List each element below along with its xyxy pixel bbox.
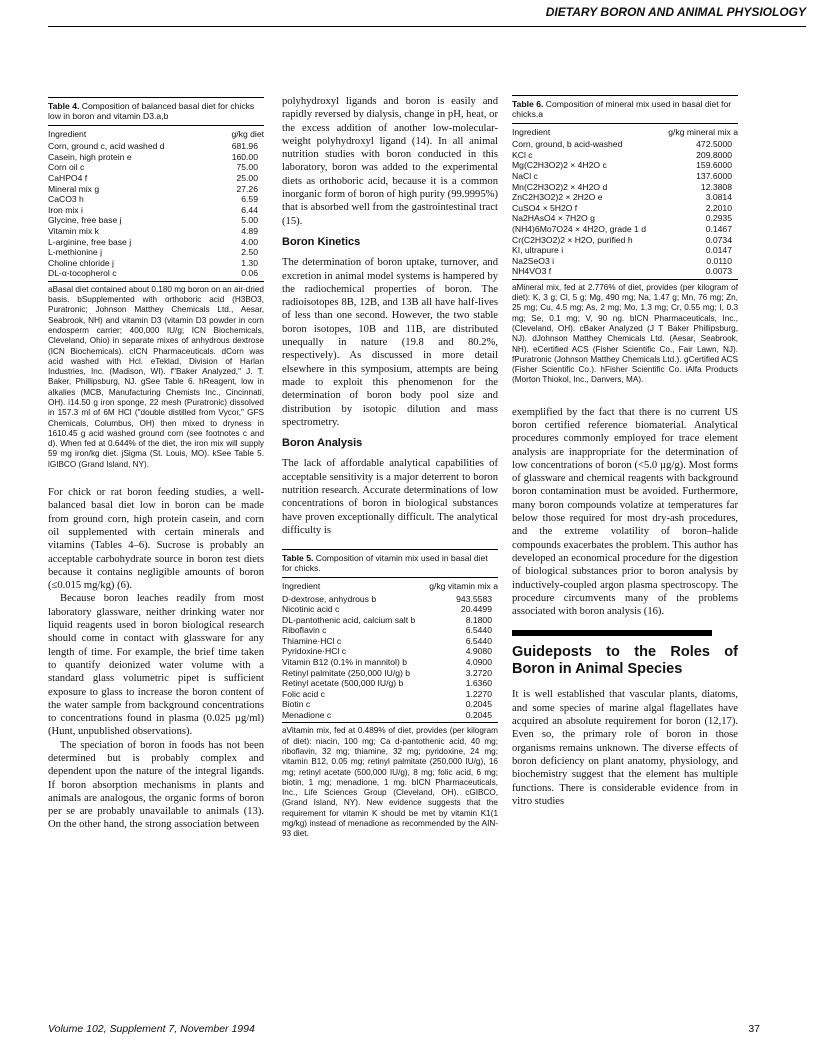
table-row: [282, 636, 498, 647]
section-bar: [512, 630, 712, 636]
table-row: [512, 203, 738, 214]
table-row: [282, 646, 498, 657]
cell-value: 160.00: [231, 151, 258, 162]
running-header: DIETARY BORON AND ANIMAL PHYSIOLOGY: [545, 5, 806, 19]
table-4-caption: Composition of balanced basal diet for chicks low in boron and vitamin D3.a,b: [48, 101, 255, 121]
cell-ingredient: Menadione c: [282, 710, 332, 721]
table-row: [512, 150, 738, 161]
paragraph: exemplified by the fact that there is no current US boron certified reference biomaterial. Analytical procedures commonly employed for trace element analysis are inappropriate for the determination of low concentrations of boron (<5.0 µg/g). Most forms of glassware and chemical reagents with background boron contamination must be avoided. Furthermore, many boron compounds volatize at temperatures far below those required for most dry-ash procedures, and the extreme volatility of boron–halide compounds exacerbates the problem. This author has developed an economical procedure for the digestion of biological substances prior to boron analysis by inductively-coupled argon plasma spectroscopy. The procedure circumvents many of the problems associated with boron analysis (16).: [512, 406, 738, 618]
table-5-body: [282, 593, 498, 720]
header-rule: [48, 26, 806, 27]
table-row: [512, 139, 738, 150]
cell-ingredient: Mg(C2H3O2)2 × 4H2O c: [512, 160, 607, 171]
table-4-footnotes: aBasal diet contained about 0.180 mg boron on an air-dried basis. bSupplemented with orthoboric acid (H3BO3, Puratronic; Johnson Matthey Chemicals Ltd., Aesar, Seabrook, NH) and vitamin D3 (vitamin D3 powder in corn endosperm carrier; 400,000 IU/g; ICN Biochemicals, Cleveland, Ohio) in separate mixes of anhydrous dextrose (ICN Biochemicals). cICN Pharmaceuticals. dCorn was acid washed with Hcl. eTeklad, Division of Harlan Industries, Inc. (Madison, WI). f"Baker Analyzed," J. T. Baker, Phillipsburg, NJ. gSee Table 6. hReagent, low in alkalies (MCB, Manufacturing Chemists Inc., Cincinnati, OH). i14.50 g iron sponge, 22 mesh (Puratronic) dissolved in 157.3 ml of 6M HCl ("double distilled from Vycor," GFS Chemicals, Columbus, OH) then mixed to dryness in 1610.45 g acid washed ground corn (see footnotes c and d). When fed at 0.644% of the diet, the iron mix will supply 59 mg iron/kg diet. jSigma (St. Louis, MO). kSee Table 5. lGIBCO (Grand Island, NY).: [48, 284, 264, 469]
table-4-col-value: g/kg diet: [231, 129, 264, 139]
table-row: [512, 224, 738, 235]
cell-value: 0.1467: [705, 224, 732, 235]
table-row: [48, 205, 264, 216]
cell-ingredient: Casein, high protein e: [48, 151, 132, 162]
table-row: [48, 215, 264, 226]
table-row: [512, 234, 738, 245]
table-row: [282, 689, 498, 700]
cell-ingredient: NaCl c: [512, 171, 538, 182]
cell-ingredient: L-methionine j: [48, 247, 102, 258]
cell-value: 0.2935: [705, 213, 732, 224]
cell-ingredient: Vitamin mix k: [48, 226, 99, 237]
paragraph: polyhydroxyl ligands and boron is easily and rapidly reversed by dialysis, change in pH, heat, or the excess addition of another low-molecular-weight polyhydroxyl ligand (14). In all animal nutrition studies with boron conducted in this laboratory, boron was added to the experimental diets as orthoboric acid, because it is a common inorganic form of boron of high purity (99.9995%) that is absorbed well from the gastrointestinal tract (15).: [282, 96, 498, 227]
cell-value: 209.8000: [696, 149, 732, 160]
paragraph: It is well established that vascular plants, diatoms, and some species of marine algal flagellates have acquired an absolute requirement for boron (12,17). Even so, the primary role of boron in those organisms remains unknown. The diverse effects of boron deficiency on plant anatomy, physiology, and biochemistry suggest that the element has multiple functions. There is considerable evidence from in vitro studies: [512, 689, 738, 807]
cell-ingredient: Iron mix i: [48, 204, 83, 215]
cell-value: 25.00: [236, 173, 258, 184]
cell-ingredient: Thiamine·HCl c: [282, 635, 342, 646]
cell-value: 2.2010: [705, 202, 732, 213]
table-row: [48, 258, 264, 269]
cell-value: 1.6360: [465, 678, 492, 689]
cell-value: 1.2270: [465, 688, 492, 699]
table-row: [512, 171, 738, 182]
paragraph: Because boron leaches readily from most laboratory glassware, neither drinking water nor liquid reagents used in boron biological research should come in contact with glassware for any length of time. For example, the brief time taken to quantify deionized water volume with a standard glass volumetric pipet is sufficient exposure to glass to increase the boron content of the water sample from background concentrations to concentrations found in plasma (0.025 µg/ml) (Hunt, unpublished observations).: [48, 593, 264, 738]
cell-ingredient: Corn, ground, b acid-washed: [512, 139, 623, 150]
cell-ingredient: Corn oil c: [48, 162, 85, 173]
table-row: [48, 152, 264, 163]
table-row: [282, 657, 498, 668]
cell-ingredient: Na2HAsO4 × 7H2O g: [512, 213, 595, 224]
table-6-label: Table 6.: [512, 99, 544, 109]
cell-ingredient: Mn(C2H3O2)2 × 4H2O d: [512, 181, 608, 192]
cell-value: 4.89: [241, 226, 258, 237]
cell-value: 0.06: [241, 268, 258, 279]
cell-value: 6.44: [241, 204, 258, 215]
cell-value: 472.5000: [696, 139, 732, 150]
cell-ingredient: Vitamin B12 (0.1% in mannitol) b: [282, 657, 407, 668]
cell-ingredient: Glycine, free base j: [48, 215, 122, 226]
cell-value: 0.0110: [706, 255, 732, 266]
paragraph: The determination of boron uptake, turnover, and excretion in animal model systems is hampered by the radiochemical properties of boron. The radioisotopes 8B, 12B, and 13B all have half-lives of less than one second. However, the two stable boron isotopes, 10B and 11B, are distributed unequally in nature (19.8 and 80.2%, respectively). As discussed in more detail elsewhere in this symposium, attempts are being made to exploit this phenomenon for the determination of boron body pool size and distribution by isotopic dilution and mass spectrometry.: [282, 257, 498, 428]
cell-ingredient: Choline chloride j: [48, 257, 114, 268]
table-5-col-ingredient: Ingredient: [282, 581, 321, 592]
cell-ingredient: Pyridoxine·HCl c: [282, 646, 346, 657]
cell-ingredient: KCl c: [512, 149, 533, 160]
footer-issue: Volume 102, Supplement 7, November 1994: [48, 1023, 255, 1035]
cell-ingredient: Corn, ground c, acid washed d: [48, 141, 165, 152]
table-5-footnotes: aVitamin mix, fed at 0.489% of diet, provides (per kilogram of diet): niacin, 100 mg; Ca d-pantothenic acid, 40 mg; riboflavin, 32 mg; thiamine, 32 mg; pyridoxine, 24 mg; vitamin B12, 0.05 mg; retinyl palmitate (250,000 IU/g), 16 mg; retinyl acetate (500,000 IU/g), 8 mg; folic acid, 6 mg; biotin, 1 mg; menadione, 1 mg. bICN Pharmaceuticals, Inc., Life Sciences Group (Cleveland, OH). cGIBCO, (Grand Island, NY). New evidence suggests that the requirement for vitamin K should be met by vitamin K1(1 mg/kg) instead of menadione as recommended by the AIN-93 diet.: [282, 726, 498, 839]
table-row: [48, 194, 264, 205]
cell-value: 6.59: [241, 194, 258, 205]
paragraph: The speciation of boron in foods has not been determined but is probably complex and dependent upon the nature of the integral ligands. If boron absorption mechanisms in plants and animals are analogous, the organic forms of boron per se are probably unavailable to animals (13). On the other hand, the strong association between: [48, 739, 264, 831]
cell-value: 20.4499: [460, 604, 492, 615]
table-5-col-value: g/kg vitamin mix a: [429, 581, 498, 592]
cell-ingredient: Mineral mix g: [48, 183, 100, 194]
cell-value: 6.5440: [465, 635, 492, 646]
cell-value: 4.9080: [465, 646, 492, 657]
cell-value: 0.0147: [705, 245, 732, 256]
column-3: [512, 95, 738, 808]
cell-value: 943.5583: [456, 593, 492, 604]
cell-ingredient: (NH4)6Mo7O24 × 4H2O, grade 1 d: [512, 224, 646, 235]
table-row: [512, 256, 738, 267]
table-row: [282, 614, 498, 625]
cell-ingredient: Retinyl palmitate (250,000 IU/g) b: [282, 667, 411, 678]
cell-value: 0.2045: [465, 699, 492, 710]
table-row: [48, 268, 264, 279]
cell-value: 3.2720: [465, 667, 492, 678]
cell-value: 6.5440: [465, 625, 492, 636]
heading-boron-kinetics: Boron Kinetics: [282, 235, 361, 248]
cell-ingredient: CaCO3 h: [48, 194, 84, 205]
table-row: [48, 247, 264, 258]
cell-value: 681.96: [231, 141, 258, 152]
table-4-col-ingredient: Ingredient: [48, 129, 87, 139]
table-row: [282, 604, 498, 615]
cell-ingredient: Nicotinic acid c: [282, 604, 340, 615]
table-4-body: [48, 141, 264, 279]
table-6-col-value: g/kg mineral mix a: [668, 127, 738, 137]
cell-value: 0.0073: [705, 266, 732, 277]
cell-ingredient: Cr(C2H3O2)2 × H2O, purified h: [512, 234, 633, 245]
column-1-text: [48, 486, 264, 832]
table-row: [48, 226, 264, 237]
table-row: [282, 625, 498, 636]
cell-ingredient: KI, ultrapure i: [512, 245, 564, 256]
table-5-caption: Composition of vitamin mix used in basal diet for chicks.: [282, 553, 488, 574]
column-1: [48, 97, 264, 832]
cell-ingredient: Na2SeO3 i: [512, 255, 555, 266]
cell-value: 137.6000: [696, 171, 732, 182]
cell-ingredient: L-arginine, free base j: [48, 236, 132, 247]
table-5-label: Table 5.: [282, 553, 314, 564]
table-6-footnotes: aMineral mix, fed at 2.776% of diet, provides (per kilogram of diet): K, 3 g; Cl, 5 g; Mg, 490 mg; Na, 1.47 g; Mn, 76 mg; Zn, 25 mg; Cu, 4.5 mg; As, 2 mg; Mo, 1.3 mg; Cr, 0.55 mg; I, 0.3 mg; Se, 0.1 mg; V, 90 ng. bICN Pharmaceuticals, Inc., (Cleveland, OH). cBaker Analyzed (J T Baker Phillipsburg, NJ). dJohnson Matthey Chemicals Ltd. (Aesar, Seabrook, NH). eCertified ACS (Fisher Scientific Co., Fair Lawn, NJ). fPuratronic (Johnson Matthey Chemicals Ltd.). gCertified ACS (Fisher Scientific Co.). hFisher Scientific Co. iAlfa Products (Morton Thiokol, Inc., Danvers, MA).: [512, 282, 738, 385]
cell-ingredient: Retinyl acetate (500,000 IU/g) b: [282, 678, 404, 689]
cell-value: 12.3808: [700, 181, 732, 192]
table-row: [512, 245, 738, 256]
table-6-col-ingredient: Ingredient: [512, 127, 551, 137]
cell-value: 4.00: [241, 236, 258, 247]
cell-value: 75.00: [236, 162, 258, 173]
table-6-caption: Composition of mineral mix used in basal diet for chicks.a: [512, 99, 732, 119]
table-row: [282, 699, 498, 710]
cell-value: 1.30: [241, 257, 258, 268]
cell-ingredient: Riboflavin c: [282, 625, 327, 636]
table-row: [512, 192, 738, 203]
cell-value: 159.6000: [696, 160, 732, 171]
table-row: [512, 181, 738, 192]
cell-value: 5.00: [241, 215, 258, 226]
cell-value: 0.2045: [465, 710, 492, 721]
cell-ingredient: DL-pantothenic acid, calcium salt b: [282, 614, 416, 625]
table-row: [48, 162, 264, 173]
table-row: [512, 213, 738, 224]
heading-guideposts: Guideposts to the Roles of Boron in Animal Species: [512, 644, 738, 678]
cell-value: 2.50: [241, 247, 258, 258]
cell-ingredient: NH4VO3 f: [512, 266, 552, 277]
cell-ingredient: CaHPO4 f: [48, 173, 88, 184]
table-6-body: [512, 139, 738, 277]
column-2: [282, 95, 498, 840]
cell-ingredient: Folic acid c: [282, 688, 325, 699]
cell-value: 27.26: [236, 183, 258, 194]
page-number: 37: [748, 1023, 760, 1035]
paragraph: The lack of affordable analytical capabilities of acceptable sensitivity is a major deterrent to boron nutrition research. Accurate determinations of low concentrations of boron in biological substances have proven exceptionally difficult. The analytical difficulty is: [282, 458, 498, 536]
cell-value: 3.0814: [705, 192, 732, 203]
cell-ingredient: Biotin c: [282, 699, 311, 710]
paragraph: For chick or rat boron feeding studies, a well-balanced basal diet low in boron can be made from ground corn, high protein casein, and corn oil supplemented with certain minerals and vitamins (Tables 4–6). Sucrose is probably an acceptable carbohydrate source in boron test diets because it contains negligible amounts of boron (≤0.015 mg/kg) (6).: [48, 487, 264, 592]
cell-ingredient: DL-α-tocopherol c: [48, 268, 117, 279]
table-6: [512, 95, 738, 386]
table-row: [512, 266, 738, 277]
cell-ingredient: D-dextrose, anhydrous b: [282, 593, 377, 604]
table-4: [48, 97, 264, 470]
table-row: [48, 141, 264, 152]
table-row: [48, 173, 264, 184]
table-row: [48, 183, 264, 194]
table-row: [282, 710, 498, 721]
table-row: [512, 160, 738, 171]
cell-ingredient: ZnC2H3O2)2 × 2H2O e: [512, 192, 603, 203]
table-row: [48, 236, 264, 247]
cell-value: 8.1800: [465, 614, 492, 625]
table-row: [282, 593, 498, 604]
table-5: [282, 549, 498, 839]
table-4-label: Table 4.: [48, 101, 80, 111]
heading-boron-analysis: Boron Analysis: [282, 437, 363, 450]
cell-value: 0.0734: [705, 234, 732, 245]
cell-ingredient: CuSO4 × 5H2O f: [512, 202, 578, 213]
cell-value: 4.0900: [465, 657, 492, 668]
table-row: [282, 667, 498, 678]
table-row: [282, 678, 498, 689]
